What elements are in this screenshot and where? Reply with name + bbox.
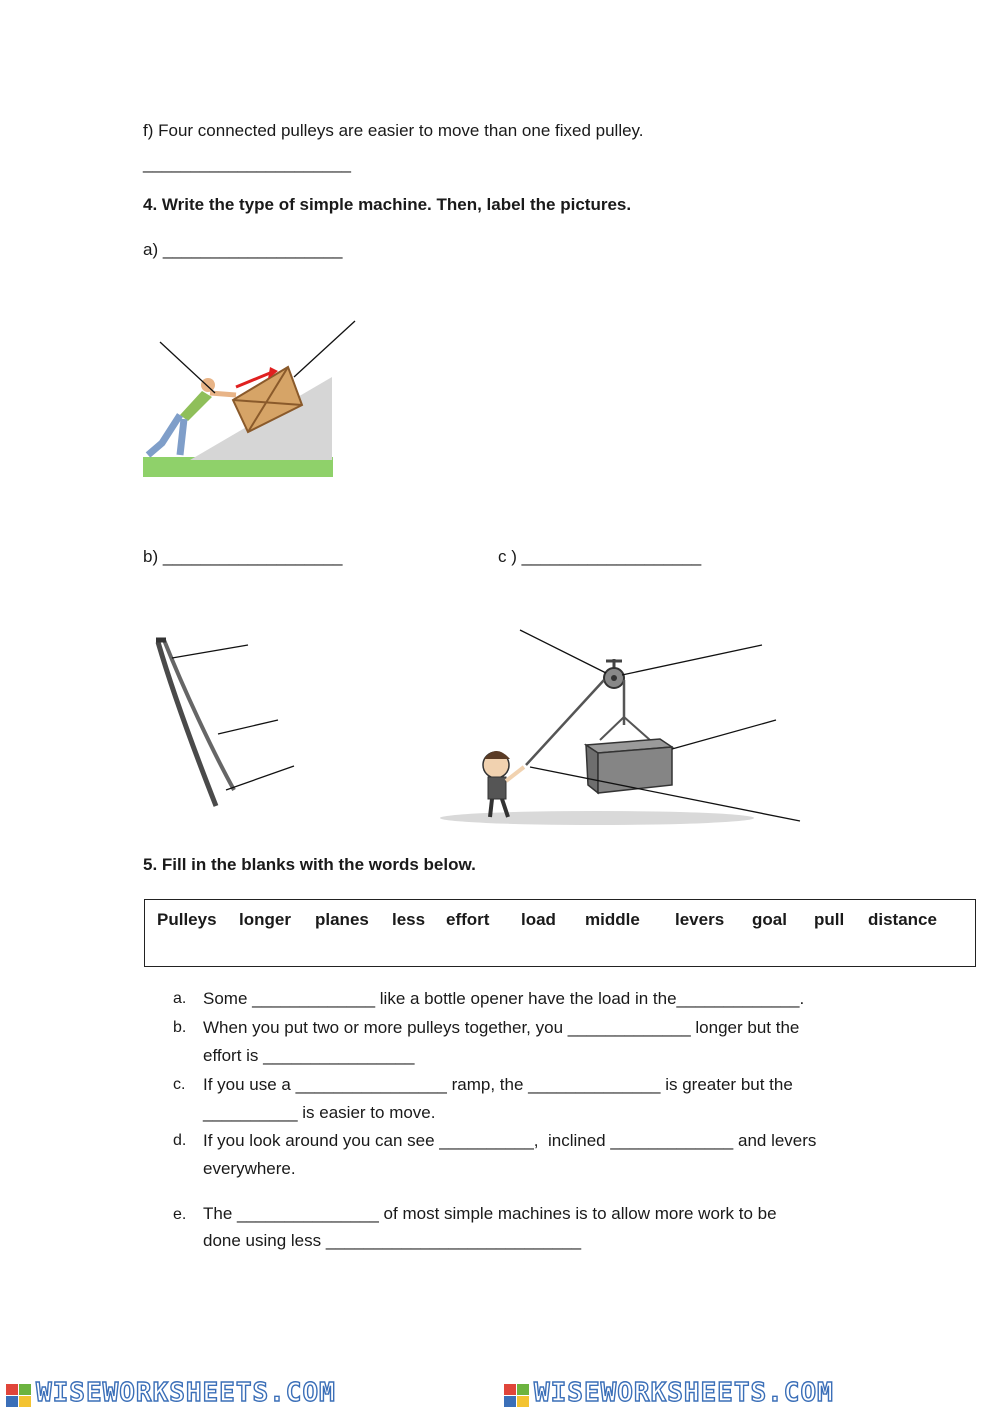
item-text[interactable]: done using less ___________________________ (203, 1231, 582, 1250)
word-bank-word: pull (814, 910, 845, 929)
label-line (218, 720, 278, 734)
item-text[interactable]: If you look around you can see __________, inclined _____________ and levers (203, 1131, 817, 1150)
load-box (586, 739, 672, 793)
q4-a-label[interactable]: a) ___________________ (143, 240, 343, 259)
label-line (622, 645, 762, 675)
item-letter: b. (173, 1019, 187, 1036)
label-line (172, 645, 248, 658)
q3-item-f: f) Four connected pulleys are easier to move than one fixed pulley. (143, 121, 644, 140)
q4-b-label[interactable]: b) ___________________ (143, 547, 343, 566)
item-text[interactable]: Some _____________ like a bottle opener have the load in the_____________. (203, 989, 805, 1008)
tweezer-arm (158, 642, 216, 806)
pulley-wheel (604, 659, 624, 688)
item-text[interactable]: If you use a ________________ ramp, the ______________ is greater but the (203, 1075, 793, 1094)
item-letter: c. (173, 1076, 186, 1093)
brand-logo-icon (6, 1384, 32, 1408)
item-text[interactable]: When you put two or more pulleys together, you _____________ longer but the (203, 1018, 800, 1037)
label-line (294, 321, 355, 377)
item-letter: a. (173, 990, 187, 1007)
word-bank-word: longer (239, 910, 291, 929)
item-letter: d. (173, 1132, 187, 1149)
word-bank-word: load (521, 910, 556, 929)
inclined-plane-illustration (140, 315, 365, 485)
word-bank-word: less (392, 910, 426, 929)
watermark-text: WISEWORKSHEETS.COM (36, 1378, 336, 1408)
item-text[interactable]: __________ is easier to move. (203, 1103, 436, 1122)
child-pulling (483, 751, 524, 817)
label-line (160, 342, 215, 393)
item-text[interactable]: effort is ________________ (203, 1046, 415, 1065)
rope (600, 717, 624, 740)
tweezers-illustration (150, 630, 300, 815)
label-line (672, 720, 776, 749)
pulley-illustration (440, 625, 810, 830)
word-bank-word: Pulleys (157, 910, 217, 929)
brand-logo-icon (504, 1384, 530, 1408)
q4-heading: 4. Write the type of simple machine. Then, label the pictures. (143, 195, 632, 214)
label-line (226, 766, 294, 790)
q5-heading: 5. Fill in the blanks with the words below. (143, 855, 476, 874)
rope (624, 717, 650, 740)
label-line (520, 630, 606, 673)
word-bank-word: levers (675, 910, 725, 929)
item-text: everywhere. (203, 1159, 296, 1178)
q4-c-label[interactable]: c ) ___________________ (498, 547, 702, 566)
item-text[interactable]: The _______________ of most simple machines is to allow more work to be (203, 1204, 777, 1223)
word-bank-word: effort (446, 910, 490, 929)
watermark-text: WISEWORKSHEETS.COM (534, 1378, 834, 1408)
word-bank-word: goal (752, 910, 787, 929)
word-bank (144, 899, 976, 967)
item-letter: e. (173, 1206, 187, 1223)
ground-shadow (440, 811, 754, 825)
word-bank-word: planes (315, 910, 369, 929)
word-bank-word: middle (585, 910, 640, 929)
q3-item-f-blank[interactable]: ______________________ (143, 154, 352, 173)
word-bank-word: distance (868, 910, 937, 929)
